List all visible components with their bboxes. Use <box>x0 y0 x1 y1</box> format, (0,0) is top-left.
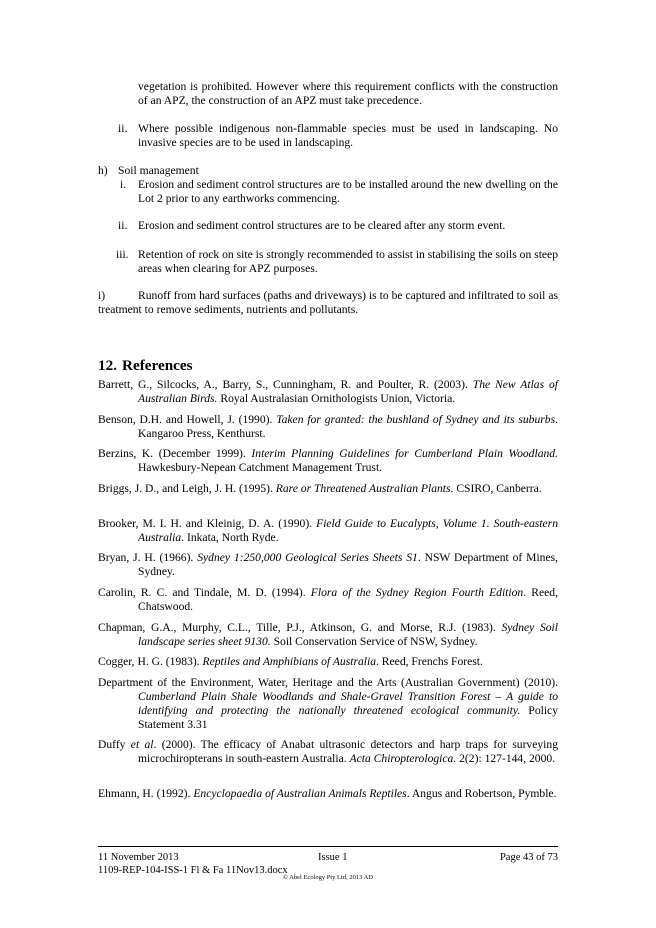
reference-journal: Acta Chiropterologica. <box>349 752 457 765</box>
continued-paragraph: vegetation is prohibited. However where this requirement conflicts with the construction of an APZ, the construction of an APZ must take precedence. <box>138 80 558 107</box>
footer-copyright: © Abel Ecology Pty Ltd, 2013 AD <box>283 874 373 881</box>
reference-entry <box>98 378 558 406</box>
section-title: References <box>122 357 193 374</box>
reference-entry <box>98 413 558 441</box>
reference-authors: Cogger, H. G. (1983). <box>98 655 203 668</box>
reference-title: Reptiles and Amphibians of Australia <box>202 655 376 668</box>
list-item <box>98 122 558 150</box>
footer-divider <box>98 846 558 847</box>
reference-entry <box>98 482 558 496</box>
reference-body: . (2000). The efficacy of Anabat ultrasonic detectors and harp traps for surveying microchiropterans in south-eastern Australia. <box>138 738 558 765</box>
reference-title: Sydney 1:250,000 Geological Series Sheets S1 <box>197 551 418 564</box>
reference-entry <box>98 738 558 766</box>
reference-volume: 2(2): 127-144, 2000. <box>456 752 556 765</box>
reference-entry <box>98 676 558 732</box>
list-item-number: i. <box>120 178 127 191</box>
reference-title: Field Guide to Eucalypts, Volume 1. South-eastern Australia <box>138 517 558 544</box>
paragraph-text: Runoff from hard surfaces (paths and driveways) is to be captured and infiltrated to soil as treatment to remove sediments, nutrients and pollutants. <box>98 289 558 316</box>
footer-filename: 1109-REP-104-ISS-1 Fl & Fa 11Nov13.docx <box>98 865 288 876</box>
reference-authors: Briggs, J. D., and Leigh, J. H. (1995). <box>98 482 276 495</box>
reference-entry <box>98 586 558 614</box>
reference-entry <box>98 787 558 801</box>
reference-authors: Brooker, M. I. H. and Kleinig, D. A. (1990). <box>98 517 317 530</box>
list-item-text: Erosion and sediment control structures are to be installed around the new dwelling on the Lot 2 prior to any earthworks commencing. <box>138 178 558 205</box>
reference-title: Cumberland Plain Shale Woodlands and Shale-Gravel Transition Forest – A guide to identifying and protecting the nationally threatened ecological community. <box>138 690 558 717</box>
reference-publisher: Soil Conservation Service of NSW, Sydney. <box>270 635 478 648</box>
footer-date: 11 November 2013 <box>98 852 179 863</box>
footer-issue: Issue 1 <box>318 852 348 863</box>
subsection-title: Soil management <box>118 164 199 177</box>
list-item-text: Erosion and sediment control structures are to be cleared after any storm event. <box>138 219 506 232</box>
reference-entry <box>98 517 558 545</box>
reference-title: Taken for granted: the bushland of Sydney and its suburbs <box>276 413 556 426</box>
reference-authors: Bryan, J. H. (1966). <box>98 551 198 564</box>
reference-authors: Ehmann, H. (1992). <box>98 787 194 800</box>
reference-authors: Department of the Environment, Water, Heritage and the Arts (Australian Government) (2010). <box>98 676 558 689</box>
reference-entry <box>98 551 558 579</box>
section-number: 12. <box>98 357 117 374</box>
reference-publisher: . Kangaroo Press, Kenthurst. <box>138 413 558 440</box>
paragraph-i <box>98 289 558 317</box>
list-item-number: iii. <box>116 248 129 261</box>
list-item-number: ii. <box>118 122 128 135</box>
paragraph-label: i) <box>98 289 106 302</box>
reference-authors: Benson, D.H. and Howell, J. (1990). <box>98 413 277 426</box>
list-item <box>98 248 558 276</box>
reference-authors: Berzins, K. (December 1999). <box>98 447 252 460</box>
reference-authors: Duffy <box>98 738 131 751</box>
reference-publisher: Hawkesbury-Nepean Catchment Management Trust. <box>138 461 383 474</box>
subsection-label: h) <box>98 164 108 177</box>
section-heading <box>98 356 193 376</box>
list-item <box>98 178 558 206</box>
reference-title: The New Atlas of Australian Birds. <box>138 378 559 405</box>
reference-authors: Barrett, G., Silcocks, A., Barry, S., Cunningham, R. and Poulter, R. (2003). <box>98 378 473 391</box>
reference-entry <box>98 655 558 669</box>
reference-title: Interim Planning Guidelines for Cumberland Plain Woodland. <box>251 447 558 460</box>
reference-publisher: . NSW Department of Mines, Sydney. <box>138 551 559 578</box>
reference-publisher: . CSIRO, Canberra. <box>450 482 542 495</box>
footer-page-number: Page 43 of 73 <box>499 852 558 863</box>
reference-publisher: Policy Statement 3.31 <box>138 704 558 731</box>
list-item-text: Retention of rock on site is strongly recommended to assist in stabilising the soils on steep areas when clearing for APZ purposes. <box>138 248 558 275</box>
reference-emphasis: et al <box>130 738 154 751</box>
reference-publisher: . Reed, Frenchs Forest. <box>376 655 483 668</box>
reference-entry <box>98 447 558 475</box>
reference-title: Sydney Soil landscape series sheet 9130. <box>138 621 558 648</box>
reference-title: Flora of the Sydney Region Fourth Edition <box>310 586 524 599</box>
reference-entry <box>98 621 558 649</box>
list-item-number: ii. <box>118 219 128 232</box>
reference-publisher: . Angus and Robertson, Pymble. <box>406 787 557 800</box>
reference-publisher: . Reed, Chatswood. <box>138 586 558 613</box>
list-item <box>98 219 558 233</box>
list-item-text: Where possible indigenous non-flammable species must be used in landscaping. No invasive species are to be used in landscaping. <box>138 122 558 149</box>
reference-publisher: Royal Australasian Ornithologists Union, Victoria. <box>217 392 456 405</box>
subsection-heading <box>98 164 558 178</box>
reference-authors: Carolin, R. C. and Tindale, M. D. (1994). <box>98 586 311 599</box>
reference-title: Encyclopaedia of Australian Animals Reptiles <box>193 787 407 800</box>
reference-authors: Chapman, G.A., Murphy, C.L., Tille, P.J., Atkinson, G. and Morse, R.J. (1983). <box>98 621 502 634</box>
reference-publisher: . Inkata, North Ryde. <box>181 531 279 544</box>
reference-title: Rare or Threatened Australian Plants <box>275 482 451 495</box>
